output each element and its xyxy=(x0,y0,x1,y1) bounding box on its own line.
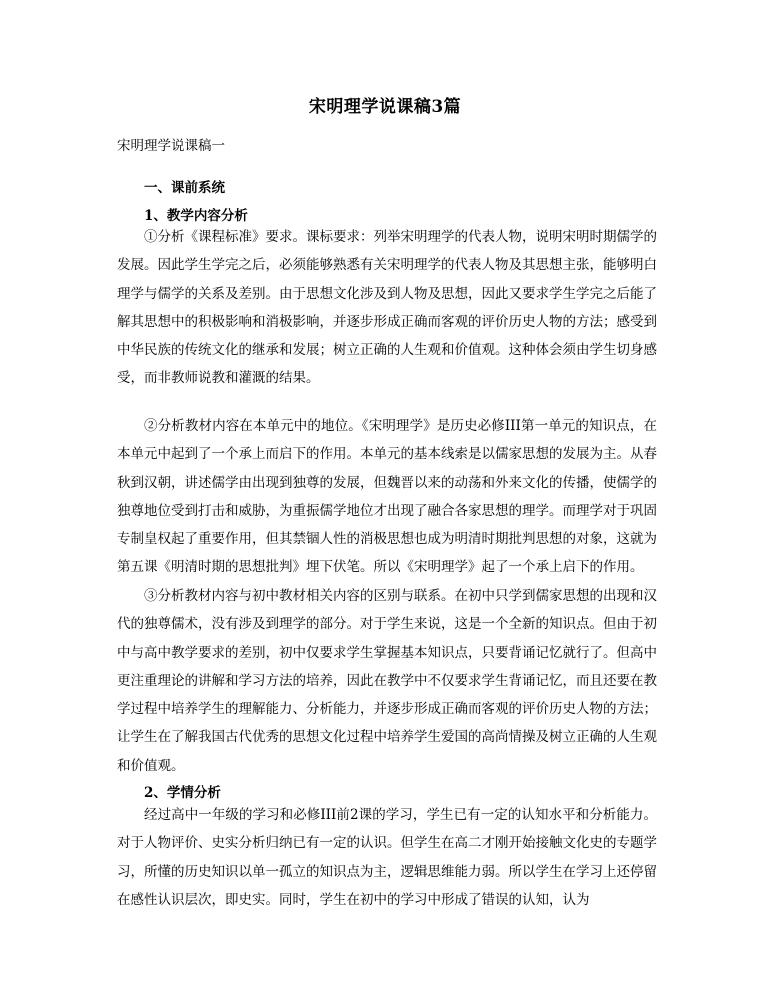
paragraph-curriculum-standard: ①分析《课程标准》要求。课标要求：列举宋明理学的代表人物，说明宋明时期儒学的发展。因此学生学完之后，必须能够熟悉有关宋明理学的代表人物及其思想主张，能够明白理学与儒学的关系及差别。由于思想文化涉及到人物及思想，因此又要求学生学完之后能了解其思想中的积极影响和消极影响，并逐步形成正确而客观的评价历史人物的方法；感受到中华民族的传统文化的继承和发展；树立正确的人生观和价值观。这种体会须由学生切身感受，而非教师说教和灌溉的结果。 xyxy=(117,229,657,387)
paragraph-unit-position: ②分析教材内容在本单元中的地位。《宋明理学》是历史必修III第一单元的知识点，在本单元中起到了一个承上而启下的作用。本单元的基本线索是以儒家思想的发展为主。从春秋到汉朝，讲述儒学由出现到独尊的发展，但魏晋以来的动荡和外来文化的传播，使儒学的独尊地位受到打击和威胁，为重振儒学地位才出现了融合各家思想的理学。而理学对于巩固专制皇权起了重要作用，但其禁锢人性的消极思想也成为明清时期批判思想的对象，这就为第五课《明清时期的思想批判》埋下伏笔。所以《宋明理学》起了一个承上启下的作用。 xyxy=(117,418,657,576)
paragraph-student-analysis: 经过高中一年级的学习和必修III前2课的学习，学生已有一定的认知水平和分析能力。对于人物评价、史实分析归纳已有一定的认识。但学生在高二才刚开始接触文化史的专题学习，所懂的历史知识以单一孤立的知识点为主，逻辑思维能力弱。所以学生在学习上还停留在感性认识层次，即史实。同时，学生在初中的学习中形成了错误的认知，认为 xyxy=(117,807,657,908)
document-subtitle: 宋明理学说课稿一 xyxy=(117,138,225,154)
paragraph-junior-comparison: ③分析教材内容与初中教材相关内容的区别与联系。在初中只学到儒家思想的出现和汉代的独尊儒术，没有涉及到理学的部分。对于学生来说，这是一个全新的知识点。但由于初中与高中教学要求的差别，初中仅要求学生掌握基本知识点，只要背诵记忆就行了。但高中更注重理论的讲解和学习方法的培养，因此在教学中不仅要求学生背诵记忆，而且还要在教学过程中培养学生的理解能力、分析能力，并逐步形成正确而客观的评价历史人物的方法；让学生在了解我国古代优秀的思想文化过程中培养学生爱国的高尚情操及树立正确的人生观和价值观。 xyxy=(117,588,657,774)
subsection-heading-student-analysis: 2、学情分析 xyxy=(144,785,221,801)
document-title: 宋明理学说课稿3篇 xyxy=(308,97,462,117)
section-heading: 一、课前系统 xyxy=(144,180,225,196)
subsection-heading-content-analysis: 1、教学内容分析 xyxy=(144,208,248,224)
